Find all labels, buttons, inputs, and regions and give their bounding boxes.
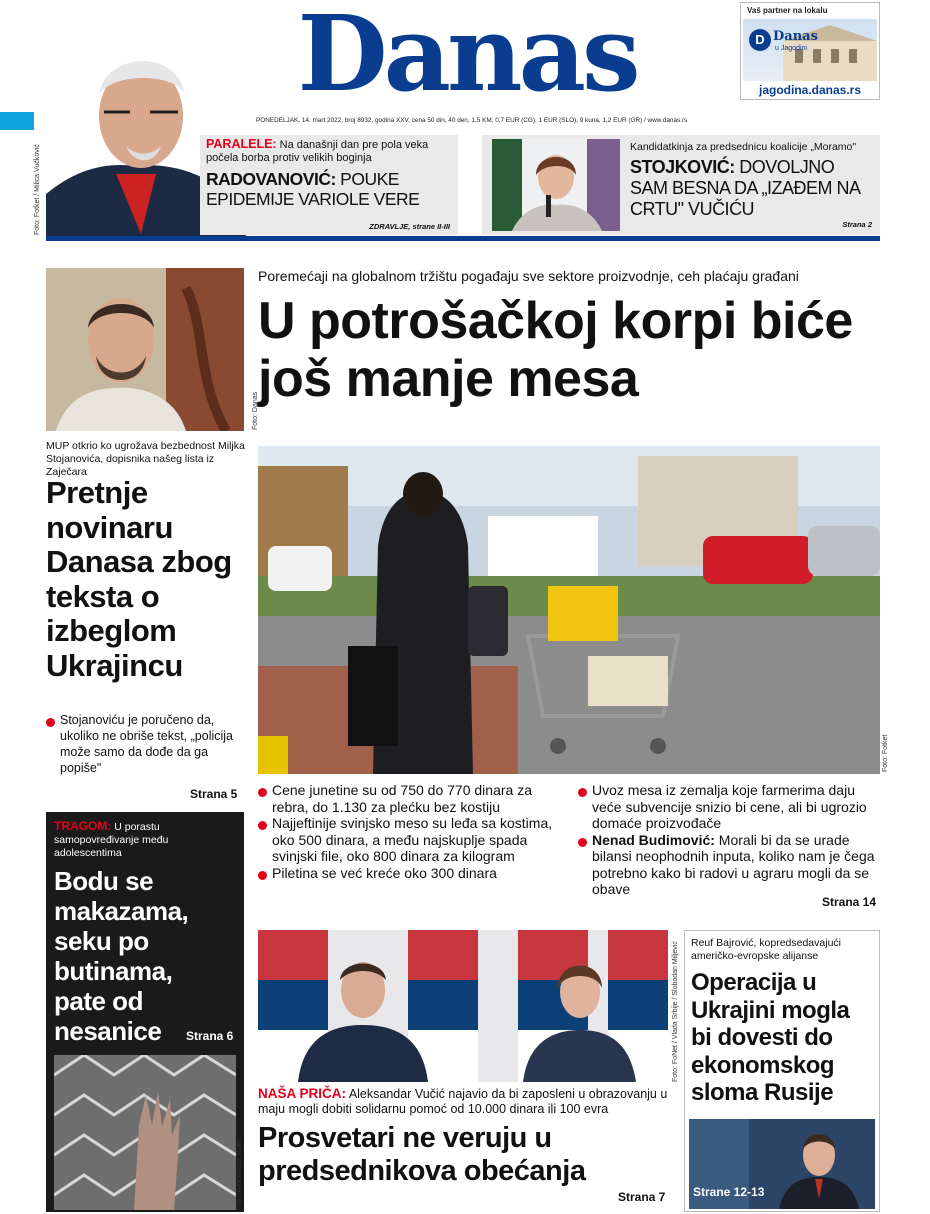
paralele-strana: ZDRAVLJE, strane II-III <box>369 222 450 231</box>
radovanovic-headline <box>206 169 452 209</box>
lead-kicker: Poremećaji na globalnom tržištu pogađaju sve sektore proizvodnje, ceh plaćaju građani <box>258 268 799 284</box>
stojkovic-headline <box>630 157 875 220</box>
tragom-kicker-text: U porastu samopovređivanje među adolescentima <box>54 821 169 859</box>
radovanovic-headline-bold: RADOVANOVIĆ: <box>206 169 336 189</box>
lead-strana: Strana 14 <box>822 895 877 909</box>
vucic-brnabic-photo-credit: Foto: FoNet / Vlada Srbije / Slobodan Miljević <box>672 941 679 1082</box>
partner-box[interactable] <box>740 2 880 100</box>
tragom-headline: Bodu se makazama, seku po butinama, pate od nesanice <box>54 866 189 1046</box>
stojanovic-bullet: Stojanoviću je poručeno da, ukoliko ne obriše tekst, „policija može samo da dođe da ga popiše" <box>46 712 246 776</box>
paralele-kicker-text: Na današnji dan pre pola veka počela borba protiv velikih boginja <box>206 139 429 164</box>
tragom-photo-credit: Foto: Aleksandar Rakić <box>236 1138 243 1210</box>
nasa-prica-kicker: NAŠA PRIČA: <box>258 1086 347 1101</box>
tragom-kicker-line <box>54 820 236 860</box>
tragom-strana: Strana 6 <box>186 1029 234 1043</box>
lead-bullet-quote <box>578 832 880 898</box>
paralele-teaser[interactable] <box>200 135 458 235</box>
partner-photo <box>743 19 877 81</box>
masthead-logo[interactable]: Danas <box>297 0 637 115</box>
paralele-kicker-line <box>206 138 452 165</box>
stojanovic-strana: Strana 5 <box>190 787 238 801</box>
stojkovic-photo <box>492 139 620 231</box>
accent-bar <box>0 112 34 130</box>
lead-photo-shopping-cart <box>258 446 880 774</box>
radovanovic-photo-credit: Foto: Fotket / Milica Vučković <box>34 144 41 235</box>
tragom-kicker: TRAGOM: <box>54 819 112 833</box>
stojkovic-strana: Strana 2 <box>842 220 872 229</box>
lead-bullet-quote-name: Nenad Budimović: <box>592 831 715 848</box>
stojkovic-headline-bold: STOJKOVIĆ: <box>630 157 735 177</box>
lead-photo-credit: Foto: Fotket <box>882 734 889 772</box>
nasa-prica-strana: Strana 7 <box>618 1190 666 1204</box>
date-line: PONEDELJAK, 14. mart 2022, broj 8932, godina XXV, cena 50 din, 40 den, 1,5 KM, 0,7 EUR (CG), 1 EUR (SLO), 9 kuna, 1,2 EUR (GR) / www.danas.rs <box>256 117 688 124</box>
nasa-prica-headline[interactable]: Prosvetari ne veruju u predsednikova obećanja <box>258 1122 586 1187</box>
bajrovic-photo <box>689 1119 875 1209</box>
bajrovic-strana: Strane 12-13 <box>693 1185 765 1199</box>
tragom-photo <box>54 1055 236 1210</box>
stojkovic-headline-rest: DOVOLJNO SAM BESNA DA „IZAĐEM NA CRTU" VUČIĆU <box>630 157 860 219</box>
bajrovic-box[interactable] <box>684 930 880 1212</box>
radovanovic-headline-rest: POUKE EPIDEMIJE VARIOLE VERE <box>206 169 420 209</box>
bajrovic-kicker: Reuf Bajrović, kopredsedavajući američko-evropske alijanse <box>691 937 841 962</box>
lead-bullet: Piletina se već kreće oko 300 dinara <box>258 865 558 882</box>
stojkovic-kicker: Kandidatkinja za predsednicu koalicije „Moramo" <box>630 141 857 153</box>
stojanovic-kicker: MUP otkrio ko ugrožava bezbednost Miljka Stojanovića, dopisnika našeg lista iz Zaječara <box>46 440 245 478</box>
stojanovic-headline[interactable]: Pretnje novinaru Danasa zbog teksta o izbeglom Ukrajincu <box>46 475 232 683</box>
lead-headline[interactable]: U potrošačkoj korpi biće još manje mesa <box>258 292 853 408</box>
stojkovic-teaser[interactable] <box>482 135 880 235</box>
partner-url[interactable]: jagodina.danas.rs <box>758 83 862 97</box>
paralele-kicker: PARALELE: <box>206 137 277 151</box>
stojanovic-photo <box>46 268 244 431</box>
tragom-box[interactable] <box>46 812 244 1212</box>
lead-bullets-right <box>578 782 880 898</box>
lead-bullet-quote-text: Morali bi da se urade bilansi neophodnih inputa, koliko nam je čega potrebno kako bi radovi u agraru mogli da se obave <box>592 831 875 897</box>
bajrovic-headline: Operacija u Ukrajini mogla bi dovesti do ekonomskog sloma Rusije <box>691 969 850 1106</box>
nasa-prica-kicker-line <box>258 1086 673 1117</box>
partner-title: Vaš partner na lokalu <box>747 6 828 15</box>
top-rule <box>46 236 880 241</box>
lead-bullets-left <box>258 782 558 881</box>
partner-sublogo: u Jagodini <box>775 45 807 52</box>
partner-logo-circle: D <box>749 29 771 51</box>
nasa-prica-kicker-text: Aleksandar Vučić najavio da bi zaposleni u obrazovanju u maju mogli dobiti solidarnu pomoć od 10.000 dinara ili 100 evra <box>258 1087 668 1116</box>
stojanovic-photo-credit: Foto: Danas <box>252 391 259 430</box>
lead-bullet: Najjeftinije svinjsko meso su leđa sa kostima, oko 500 dinara, a među najskuplje spada svinjski file, oko 800 dinara za kilogram <box>258 815 558 865</box>
lead-bullet: Cene junetine su od 750 do 770 dinara za rebra, do 1.130 za plećku bez kostiju <box>258 782 558 815</box>
partner-logo: Danas <box>773 29 818 44</box>
vucic-brnabic-photo <box>258 930 668 1082</box>
lead-bullet: Uvoz mesa iz zemalja koje farmerima daju veće subvencije snizio bi cene, ali bi ugrozio domaće proizvođače <box>578 782 880 832</box>
